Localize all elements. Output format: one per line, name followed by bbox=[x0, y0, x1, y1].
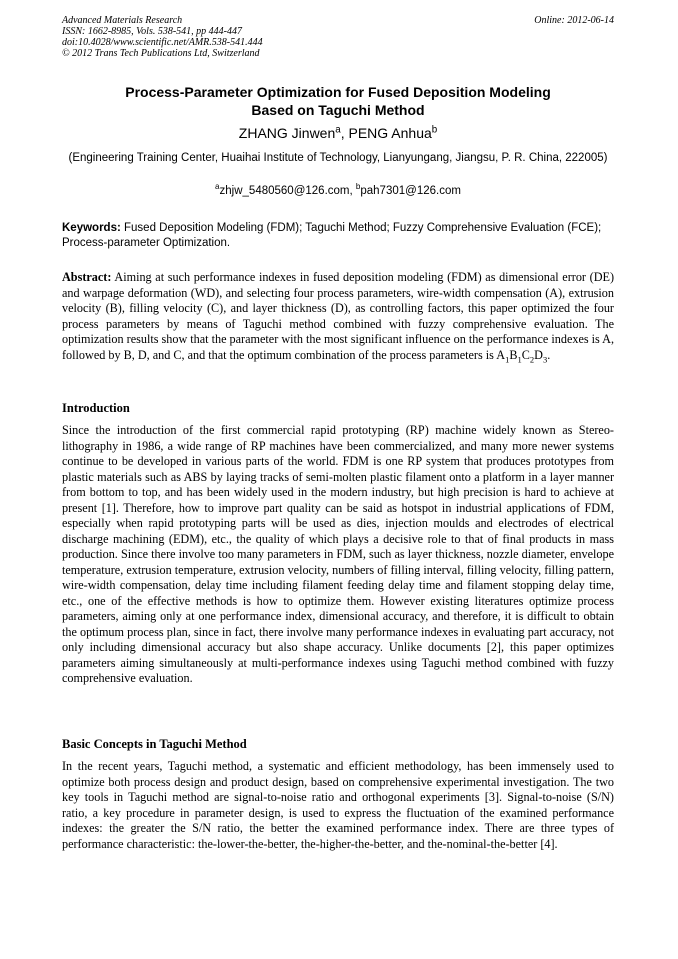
factor-level: 2 bbox=[529, 353, 535, 364]
author-name: PENG Anhua bbox=[348, 125, 432, 141]
issn-line: ISSN: 1662-8985, Vols. 538-541, pp 444-447 bbox=[62, 26, 242, 37]
keywords bbox=[62, 221, 614, 251]
journal-name: Advanced Materials Research bbox=[62, 15, 183, 26]
affiliation: (Engineering Training Center, Huaihai Institute of Technology, Lianyungang, Jiangsu, P. R. China, 222005) bbox=[68, 152, 608, 164]
email-address: zhjw_5480560@126.com bbox=[219, 185, 350, 197]
abstract-label: Abstract: bbox=[62, 270, 112, 284]
factor-level: 1 bbox=[517, 353, 522, 364]
author-separator: , bbox=[340, 125, 349, 141]
author-list bbox=[62, 124, 614, 142]
author-emails bbox=[62, 184, 614, 199]
basic-concepts-text: In the recent years, Taguchi method, a systematic and efficient methodology, has been immensely used to optimize both process design and product design, based on comprehensive experimental investigation. The two key tools in Taguchi method are signal-to-noise ratio and orthogonal experiments [3]. Signal-to-noise (S/N) ratio, a key procedure in parameter design, is used to express the fluctuation of the examined performance indexes: the greater the S/N ratio, the better the examined performance index. There are three types of performance characteristic: the-lower-the-better, the-higher-the-better, and the-nominal-the-better [4]. bbox=[62, 759, 614, 851]
optimum-combination bbox=[496, 348, 547, 362]
factor-letter: D bbox=[534, 347, 543, 362]
email-separator: , bbox=[349, 185, 356, 197]
introduction-heading: Introduction bbox=[62, 401, 130, 415]
doi-line: doi:10.4028/www.scientific.net/AMR.538-541.444 bbox=[62, 37, 263, 48]
author-affiliation-mark: b bbox=[431, 124, 438, 136]
basic-concepts-heading: Basic Concepts in Taguchi Method bbox=[62, 737, 247, 751]
paper-title bbox=[62, 83, 614, 119]
factor-letter: A bbox=[496, 347, 506, 362]
title-line-1: Process-Parameter Optimization for Fused Deposition Modeling bbox=[125, 84, 551, 100]
journal-header bbox=[62, 15, 614, 59]
abstract bbox=[62, 270, 614, 363]
factor-letter: B bbox=[509, 347, 518, 362]
keywords-label: Keywords: bbox=[62, 222, 121, 234]
factor-level: 1 bbox=[505, 353, 510, 364]
author-name: ZHANG Jinwen bbox=[238, 125, 336, 141]
factor-level: 3 bbox=[542, 353, 548, 364]
keywords-text: Fused Deposition Modeling (FDM); Taguchi Method; Fuzzy Comprehensive Evaluation (FCE); Process-parameter Optimization. bbox=[62, 222, 602, 249]
email-address: pah7301@126.com bbox=[360, 185, 461, 197]
email-mark: b bbox=[355, 182, 361, 192]
introduction-text: Since the introduction of the first commercial rapid prototyping (RP) machine widely known as Stereo-lithography in 1986, a wide range of RP machines have been commercialized, and many more newer systems continue to be developed in various parts of the world. FDM is one RP system that produces prototypes from plastic materials such as ABS by laying tracks of semi-molten plastic filament onto a platform in a layer manner from bottom to top, and has been widely used in the modern industry, but high precision is hard to achieve at present [1]. Therefore, how to improve part quality can be said as hotspot in industrial applications of FDM, especially when rapid prototyping parts will be used as dies, injection moulds and electrodes of electrical discharge machining (EDM), etc., the quality of which plays a decisive role to that of final products in mass production. Since there involve too many parameters in FDM, such as layer thickness, nozzle diameter, envelope temperature, extrusion temperature, extrusion velocity, numbers of filling interval, filling velocity, filling pattern, wire-width compensation, delay time including filament feeding delay time and filament stopping delay time, etc., one of the effective methods is how to optimize them. However existing literatures optimize process parameters, aiming only at one performance index, dimensional accuracy, and therefore, it is difficult to obtain the optimum process plan, since in fact, there involve many performance indexes in evaluating part accuracy, not only including dimensional accuracy but also shape accuracy. Unlike documents [2], this paper optimizes parameters aiming simultaneously at multi-performance indexes using Taguchi method combined with fuzzy comprehensive evaluation. bbox=[62, 423, 614, 685]
abstract-end: . bbox=[547, 347, 551, 362]
copyright-line: © 2012 Trans Tech Publications Ltd, Switzerland bbox=[62, 48, 260, 59]
online-date: Online: 2012-06-14 bbox=[534, 15, 614, 26]
author-affiliation-mark: a bbox=[335, 124, 341, 136]
email-mark: a bbox=[215, 182, 220, 192]
abstract-text: Aiming at such performance indexes in fused deposition modeling (FDM) as dimensional error (DE) and warpage deformation (WD), and selecting four process parameters, wire-width compensation (A), extrusion velocity (B), filling velocity (C), and layer thickness (D), as controlling factors, this paper optimized the four process parameters by means of Taguchi method combined with fuzzy comprehensive evaluation. The optimization results show that the parameter with the most significant influence on the performance indexes is A, followed by B, D, and C, and that the optimum combination of the process parameters is bbox=[62, 270, 615, 362]
title-line-2: Based on Taguchi Method bbox=[251, 102, 425, 118]
factor-letter: C bbox=[521, 347, 530, 362]
